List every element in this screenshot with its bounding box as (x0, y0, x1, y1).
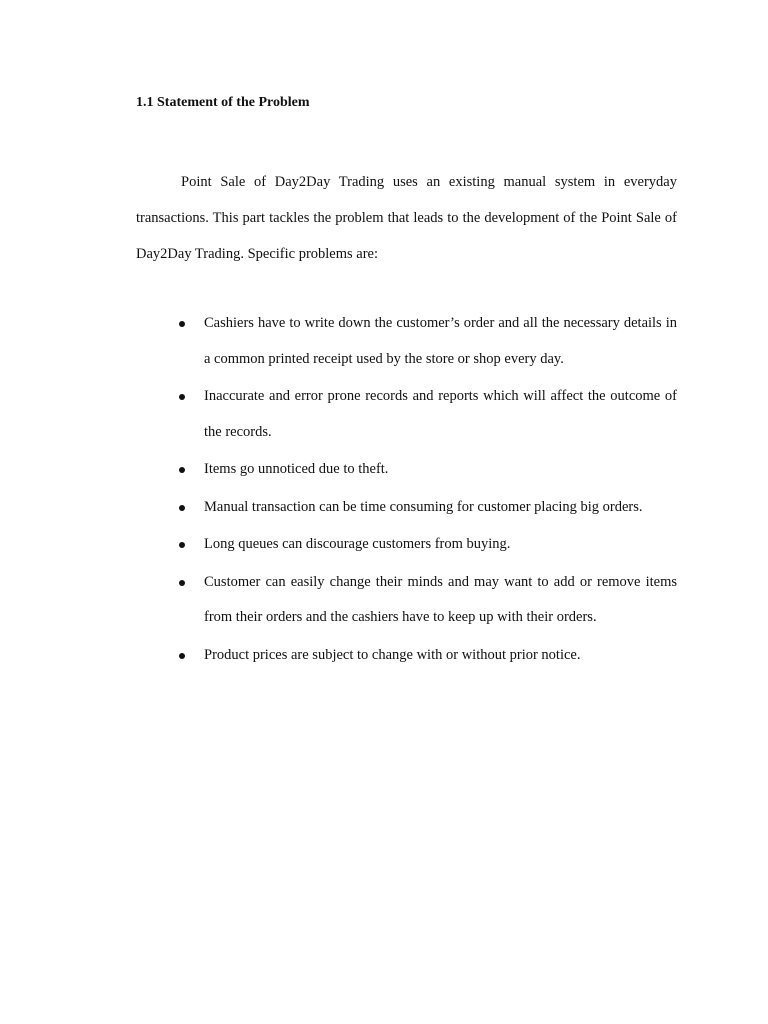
list-item-text: Items go unnoticed due to theft. (204, 461, 389, 477)
section-heading: 1.1 Statement of the Problem (136, 95, 310, 110)
list-item (176, 490, 677, 526)
list-item (176, 638, 677, 674)
bullet-icon (179, 321, 185, 327)
bullet-icon (179, 580, 185, 586)
list-item-text: Cashiers have to write down the customer’s order and all the necessary details in a common printed receipt used by the store or shop every day. (204, 315, 677, 367)
list-item (176, 306, 677, 377)
list-item (176, 565, 677, 636)
list-item (176, 527, 677, 563)
bullet-icon (179, 505, 185, 511)
problem-list (176, 306, 677, 675)
intro-paragraph: Point Sale of Day2Day Trading uses an existing manual system in everyday transactions. This part tackles the problem that leads to the development of the Point Sale of Day2Day Trading. Specific problems are: (136, 174, 677, 262)
bullet-icon (179, 394, 185, 400)
list-item-text: Manual transaction can be time consuming for customer placing big orders. (204, 498, 643, 515)
list-item-text: Long queues can discourage customers from buying. (204, 536, 511, 552)
list-item-text: Product prices are subject to change with or without prior notice. (204, 646, 581, 663)
bullet-icon (179, 467, 185, 473)
list-item (176, 452, 677, 488)
bullet-icon (179, 653, 185, 659)
list-item-text: Inaccurate and error prone records and reports which will affect the outcome of the records. (204, 388, 677, 440)
list-item-text: Customer can easily change their minds and may want to add or remove items from their orders and the cashiers have to keep up with their orders. (204, 573, 677, 625)
list-item (176, 379, 677, 450)
bullet-icon (179, 542, 185, 548)
